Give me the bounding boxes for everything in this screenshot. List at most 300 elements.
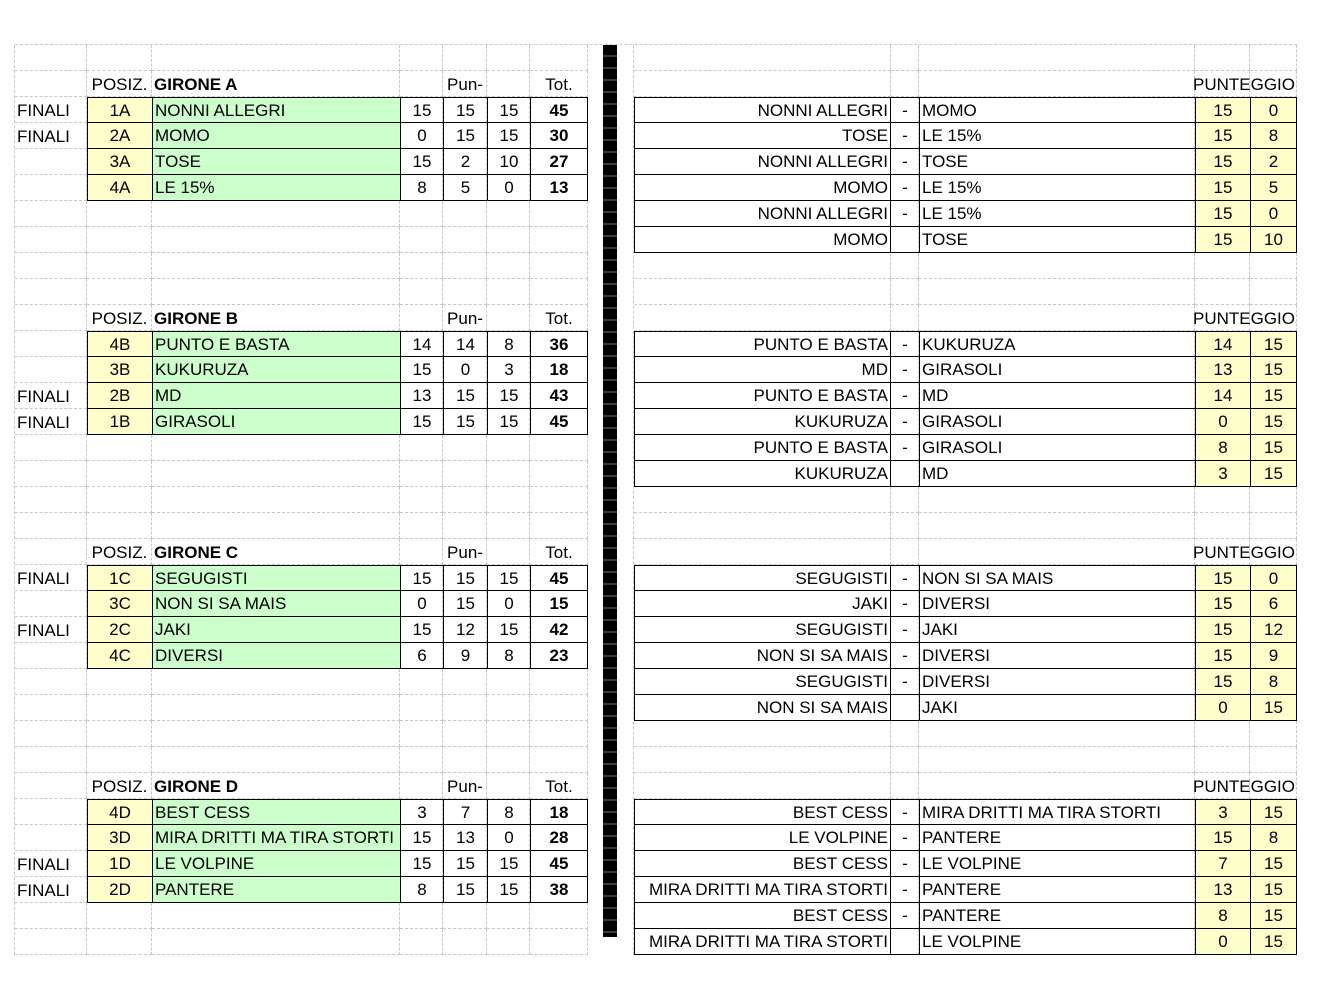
group-title: GIRONE A <box>154 74 238 94</box>
home-team: NONNI ALLEGRI <box>634 97 891 123</box>
grid-cell <box>634 71 891 97</box>
grid-cell <box>530 721 588 747</box>
grid-cell <box>634 773 891 799</box>
score-1: 15 <box>400 565 443 591</box>
grid-cell <box>443 279 487 305</box>
score-2: 7 <box>443 799 487 825</box>
home-team: MIRA DRITTI MA TIRA STORTI <box>634 929 891 955</box>
pun-header: Pun- <box>447 74 483 94</box>
home-team: KUKURUZA <box>634 409 891 435</box>
home-score: 3 <box>1195 461 1250 487</box>
grid-cell <box>487 929 530 955</box>
finali-label: FINALI <box>17 568 70 588</box>
grid-cell <box>530 903 588 929</box>
score-2: 14 <box>443 331 487 357</box>
grid-cell <box>919 513 1195 539</box>
grid-cell <box>891 721 919 747</box>
grid-cell <box>530 201 588 227</box>
group-title: GIRONE D <box>154 776 239 796</box>
total-points: 45 <box>530 409 588 435</box>
away-score: 15 <box>1250 357 1297 383</box>
score-2: 2 <box>443 149 487 175</box>
score-2: 15 <box>443 383 487 409</box>
grid-cell <box>1250 721 1297 747</box>
away-score: 9 <box>1250 643 1297 669</box>
pun-header: Pun- <box>447 776 483 796</box>
away-team: LE 15% <box>919 123 1195 149</box>
grid-cell <box>87 227 152 253</box>
grid-cell <box>87 435 152 461</box>
home-score: 15 <box>1195 227 1250 253</box>
team-name: LE VOLPINE <box>152 851 400 877</box>
match-separator: - <box>891 357 919 383</box>
position-cell: 1D <box>87 851 152 877</box>
grid-cell <box>919 747 1195 773</box>
grid-cell <box>87 695 152 721</box>
tot-header: Tot. <box>545 74 573 94</box>
away-score: 5 <box>1250 175 1297 201</box>
grid-cell <box>891 539 919 565</box>
away-team: KUKURUZA <box>919 331 1195 357</box>
grid-cell <box>919 305 1195 331</box>
away-score: 8 <box>1250 825 1297 851</box>
position-cell: 1B <box>87 409 152 435</box>
position-cell: 1C <box>87 565 152 591</box>
grid-cell <box>634 721 891 747</box>
team-name: MIRA DRITTI MA TIRA STORTI <box>152 825 400 851</box>
score-3: 8 <box>487 799 530 825</box>
column-divider <box>603 45 617 937</box>
position-cell: 4D <box>87 799 152 825</box>
grid-cell <box>15 279 87 305</box>
grid-cell <box>1250 513 1297 539</box>
away-team: PANTERE <box>919 825 1195 851</box>
grid-cell <box>87 721 152 747</box>
team-name: PUNTO E BASTA <box>152 331 400 357</box>
match-separator: - <box>891 799 919 825</box>
grid-cell <box>487 539 530 565</box>
grid-cell <box>487 773 530 799</box>
team-name: TOSE <box>152 149 400 175</box>
grid-cell <box>530 513 588 539</box>
score-2: 15 <box>443 565 487 591</box>
total-points: 18 <box>530 357 588 383</box>
grid-cell <box>530 45 588 71</box>
grid-cell <box>919 279 1195 305</box>
score-2: 12 <box>443 617 487 643</box>
grid-cell <box>400 903 443 929</box>
home-score: 15 <box>1195 825 1250 851</box>
grid-cell <box>487 747 530 773</box>
away-team: PANTERE <box>919 877 1195 903</box>
score-1: 15 <box>400 149 443 175</box>
home-score: 8 <box>1195 903 1250 929</box>
grid-cell <box>87 45 152 71</box>
away-score: 10 <box>1250 227 1297 253</box>
score-2: 15 <box>443 97 487 123</box>
grid-cell <box>891 747 919 773</box>
grid-cell <box>152 253 400 279</box>
home-team: MIRA DRITTI MA TIRA STORTI <box>634 877 891 903</box>
grid-cell <box>15 773 87 799</box>
away-team: DIVERSI <box>919 643 1195 669</box>
position-cell: 2C <box>87 617 152 643</box>
grid-cell <box>919 253 1195 279</box>
away-score: 15 <box>1250 331 1297 357</box>
grid-cell <box>634 487 891 513</box>
home-score: 0 <box>1195 929 1250 955</box>
total-points: 42 <box>530 617 588 643</box>
grid-cell <box>400 227 443 253</box>
grid-cell <box>15 747 87 773</box>
home-score: 15 <box>1195 97 1250 123</box>
home-score: 13 <box>1195 357 1250 383</box>
score-1: 13 <box>400 383 443 409</box>
score-1: 6 <box>400 643 443 669</box>
away-team: MD <box>919 383 1195 409</box>
score-1: 3 <box>400 799 443 825</box>
away-score: 0 <box>1250 97 1297 123</box>
away-team: PANTERE <box>919 903 1195 929</box>
grid-cell <box>919 721 1195 747</box>
away-score: 6 <box>1250 591 1297 617</box>
total-points: 18 <box>530 799 588 825</box>
score-2: 9 <box>443 643 487 669</box>
grid-cell <box>443 747 487 773</box>
pun-header: Pun- <box>447 308 483 328</box>
score-3: 15 <box>487 123 530 149</box>
score-2: 15 <box>443 877 487 903</box>
grid-cell <box>634 747 891 773</box>
away-team: MOMO <box>919 97 1195 123</box>
match-separator: - <box>891 97 919 123</box>
grid-cell <box>87 513 152 539</box>
grid-cell <box>530 461 588 487</box>
finali-label: FINALI <box>17 386 70 406</box>
home-team: JAKI <box>634 591 891 617</box>
score-3: 15 <box>487 617 530 643</box>
away-score: 0 <box>1250 565 1297 591</box>
match-separator: - <box>891 565 919 591</box>
grid-cell <box>400 279 443 305</box>
grid-cell <box>443 929 487 955</box>
grid-cell <box>487 201 530 227</box>
grid-cell <box>443 435 487 461</box>
grid-cell <box>15 695 87 721</box>
grid-cell <box>487 461 530 487</box>
home-score: 0 <box>1195 409 1250 435</box>
home-score: 15 <box>1195 201 1250 227</box>
grid-cell <box>891 487 919 513</box>
punteggio-header: PUNTEGGIO <box>1192 308 1295 328</box>
total-points: 36 <box>530 331 588 357</box>
grid-cell <box>152 279 400 305</box>
grid-cell <box>400 669 443 695</box>
grid-cell <box>152 695 400 721</box>
grid-cell <box>487 721 530 747</box>
finali-label <box>15 357 87 383</box>
away-team: MIRA DRITTI MA TIRA STORTI <box>919 799 1195 825</box>
away-score: 2 <box>1250 149 1297 175</box>
grid-cell <box>87 903 152 929</box>
match-separator <box>891 929 919 955</box>
team-name: BEST CESS <box>152 799 400 825</box>
finali-label: FINALI <box>17 412 70 432</box>
finali-label <box>15 825 87 851</box>
score-3: 15 <box>487 851 530 877</box>
away-team: GIRASOLI <box>919 435 1195 461</box>
match-separator: - <box>891 331 919 357</box>
grid-cell <box>152 669 400 695</box>
match-separator: - <box>891 851 919 877</box>
grid-cell <box>152 461 400 487</box>
grid-cell <box>152 929 400 955</box>
grid-cell <box>400 435 443 461</box>
grid-cell <box>15 305 87 331</box>
position-cell: 3C <box>87 591 152 617</box>
home-team: PUNTO E BASTA <box>634 331 891 357</box>
position-cell: 4B <box>87 331 152 357</box>
position-cell: 4A <box>87 175 152 201</box>
grid-cell <box>1250 487 1297 513</box>
total-points: 15 <box>530 591 588 617</box>
match-separator: - <box>891 201 919 227</box>
grid-cell <box>443 253 487 279</box>
home-score: 3 <box>1195 799 1250 825</box>
home-score: 0 <box>1195 695 1250 721</box>
score-1: 15 <box>400 617 443 643</box>
match-separator <box>891 227 919 253</box>
score-1: 15 <box>400 851 443 877</box>
home-team: BEST CESS <box>634 903 891 929</box>
grid-cell <box>400 461 443 487</box>
home-team: SEGUGISTI <box>634 617 891 643</box>
team-name: PANTERE <box>152 877 400 903</box>
grid-cell <box>891 513 919 539</box>
away-score: 15 <box>1250 903 1297 929</box>
score-1: 8 <box>400 175 443 201</box>
home-team: PUNTO E BASTA <box>634 383 891 409</box>
grid-cell <box>400 513 443 539</box>
away-team: GIRASOLI <box>919 409 1195 435</box>
away-team: TOSE <box>919 149 1195 175</box>
team-name: GIRASOLI <box>152 409 400 435</box>
grid-cell <box>1195 747 1250 773</box>
score-1: 14 <box>400 331 443 357</box>
grid-cell <box>530 487 588 513</box>
match-separator <box>891 461 919 487</box>
score-3: 8 <box>487 643 530 669</box>
grid-cell <box>1250 253 1297 279</box>
grid-cell <box>87 747 152 773</box>
home-team: MOMO <box>634 227 891 253</box>
home-team: NONNI ALLEGRI <box>634 201 891 227</box>
team-name: JAKI <box>152 617 400 643</box>
punteggio-header: PUNTEGGIO <box>1192 542 1295 562</box>
grid-cell <box>15 669 87 695</box>
posiz-header: POSIZ. <box>91 74 148 94</box>
away-score: 12 <box>1250 617 1297 643</box>
pun-header: Pun- <box>447 542 483 562</box>
grid-cell <box>15 45 87 71</box>
score-3: 15 <box>487 877 530 903</box>
finali-label: FINALI <box>17 620 70 640</box>
position-cell: 2B <box>87 383 152 409</box>
match-separator: - <box>891 903 919 929</box>
group-title: GIRONE C <box>154 542 239 562</box>
grid-cell <box>400 45 443 71</box>
score-2: 0 <box>443 357 487 383</box>
total-points: 23 <box>530 643 588 669</box>
grid-cell <box>15 253 87 279</box>
grid-cell <box>15 539 87 565</box>
home-score: 15 <box>1195 643 1250 669</box>
grid-cell <box>487 513 530 539</box>
match-separator: - <box>891 149 919 175</box>
home-team: BEST CESS <box>634 799 891 825</box>
grid-cell <box>443 669 487 695</box>
finali-label <box>15 643 87 669</box>
team-name: NON SI SA MAIS <box>152 591 400 617</box>
away-score: 15 <box>1250 695 1297 721</box>
total-points: 30 <box>530 123 588 149</box>
grid-cell <box>530 279 588 305</box>
grid-cell <box>530 747 588 773</box>
team-name: SEGUGISTI <box>152 565 400 591</box>
away-score: 8 <box>1250 123 1297 149</box>
grid-cell <box>87 487 152 513</box>
away-score: 15 <box>1250 435 1297 461</box>
away-team: LE 15% <box>919 201 1195 227</box>
home-score: 15 <box>1195 565 1250 591</box>
grid-cell <box>15 435 87 461</box>
grid-cell <box>152 487 400 513</box>
away-team: MD <box>919 461 1195 487</box>
grid-cell <box>891 71 919 97</box>
home-score: 15 <box>1195 149 1250 175</box>
total-points: 13 <box>530 175 588 201</box>
grid-cell <box>1195 253 1250 279</box>
grid-cell <box>487 253 530 279</box>
grid-cell <box>400 773 443 799</box>
grid-cell <box>400 929 443 955</box>
total-points: 43 <box>530 383 588 409</box>
away-team: JAKI <box>919 617 1195 643</box>
grid-cell <box>443 695 487 721</box>
grid-cell <box>152 513 400 539</box>
grid-cell <box>152 721 400 747</box>
grid-cell <box>15 929 87 955</box>
total-points: 45 <box>530 565 588 591</box>
home-score: 8 <box>1195 435 1250 461</box>
match-separator: - <box>891 591 919 617</box>
away-score: 15 <box>1250 877 1297 903</box>
team-name: NONNI ALLEGRI <box>152 97 400 123</box>
grid-cell <box>152 201 400 227</box>
grid-cell <box>919 71 1195 97</box>
grid-cell <box>87 461 152 487</box>
position-cell: 2A <box>87 123 152 149</box>
position-cell: 3B <box>87 357 152 383</box>
grid-cell <box>891 45 919 71</box>
team-name: DIVERSI <box>152 643 400 669</box>
score-1: 15 <box>400 409 443 435</box>
score-2: 15 <box>443 851 487 877</box>
grid-cell <box>1250 279 1297 305</box>
grid-cell <box>443 487 487 513</box>
away-score: 0 <box>1250 201 1297 227</box>
away-score: 15 <box>1250 461 1297 487</box>
grid-cell <box>152 227 400 253</box>
match-separator: - <box>891 435 919 461</box>
match-separator: - <box>891 669 919 695</box>
grid-cell <box>1195 513 1250 539</box>
grid-cell <box>487 435 530 461</box>
home-score: 14 <box>1195 331 1250 357</box>
away-score: 15 <box>1250 851 1297 877</box>
grid-cell <box>443 227 487 253</box>
away-team: JAKI <box>919 695 1195 721</box>
grid-cell <box>400 305 443 331</box>
grid-cell <box>891 253 919 279</box>
score-3: 8 <box>487 331 530 357</box>
score-3: 15 <box>487 409 530 435</box>
grid-cell <box>400 487 443 513</box>
position-cell: 3D <box>87 825 152 851</box>
score-1: 0 <box>400 591 443 617</box>
match-separator: - <box>891 825 919 851</box>
finali-label <box>15 799 87 825</box>
away-score: 15 <box>1250 383 1297 409</box>
grid-cell <box>1250 45 1297 71</box>
home-team: MD <box>634 357 891 383</box>
grid-cell <box>15 461 87 487</box>
grid-cell <box>1195 45 1250 71</box>
grid-cell <box>487 487 530 513</box>
score-1: 8 <box>400 877 443 903</box>
home-score: 14 <box>1195 383 1250 409</box>
tot-header: Tot. <box>545 776 573 796</box>
match-separator <box>891 695 919 721</box>
grid-cell <box>15 721 87 747</box>
away-score: 15 <box>1250 409 1297 435</box>
position-cell: 2D <box>87 877 152 903</box>
grid-cell <box>400 253 443 279</box>
home-score: 15 <box>1195 123 1250 149</box>
grid-cell <box>634 45 891 71</box>
grid-cell <box>152 45 400 71</box>
grid-cell <box>400 71 443 97</box>
grid-cell <box>919 45 1195 71</box>
grid-cell <box>634 253 891 279</box>
score-2: 5 <box>443 175 487 201</box>
grid-cell <box>919 539 1195 565</box>
grid-cell <box>891 305 919 331</box>
match-separator: - <box>891 617 919 643</box>
grid-cell <box>487 71 530 97</box>
total-points: 38 <box>530 877 588 903</box>
grid-cell <box>1195 721 1250 747</box>
team-name: MOMO <box>152 123 400 149</box>
home-team: KUKURUZA <box>634 461 891 487</box>
grid-cell <box>15 513 87 539</box>
home-team: SEGUGISTI <box>634 565 891 591</box>
home-score: 15 <box>1195 617 1250 643</box>
grid-cell <box>87 201 152 227</box>
score-3: 10 <box>487 149 530 175</box>
grid-cell <box>443 461 487 487</box>
grid-cell <box>15 201 87 227</box>
